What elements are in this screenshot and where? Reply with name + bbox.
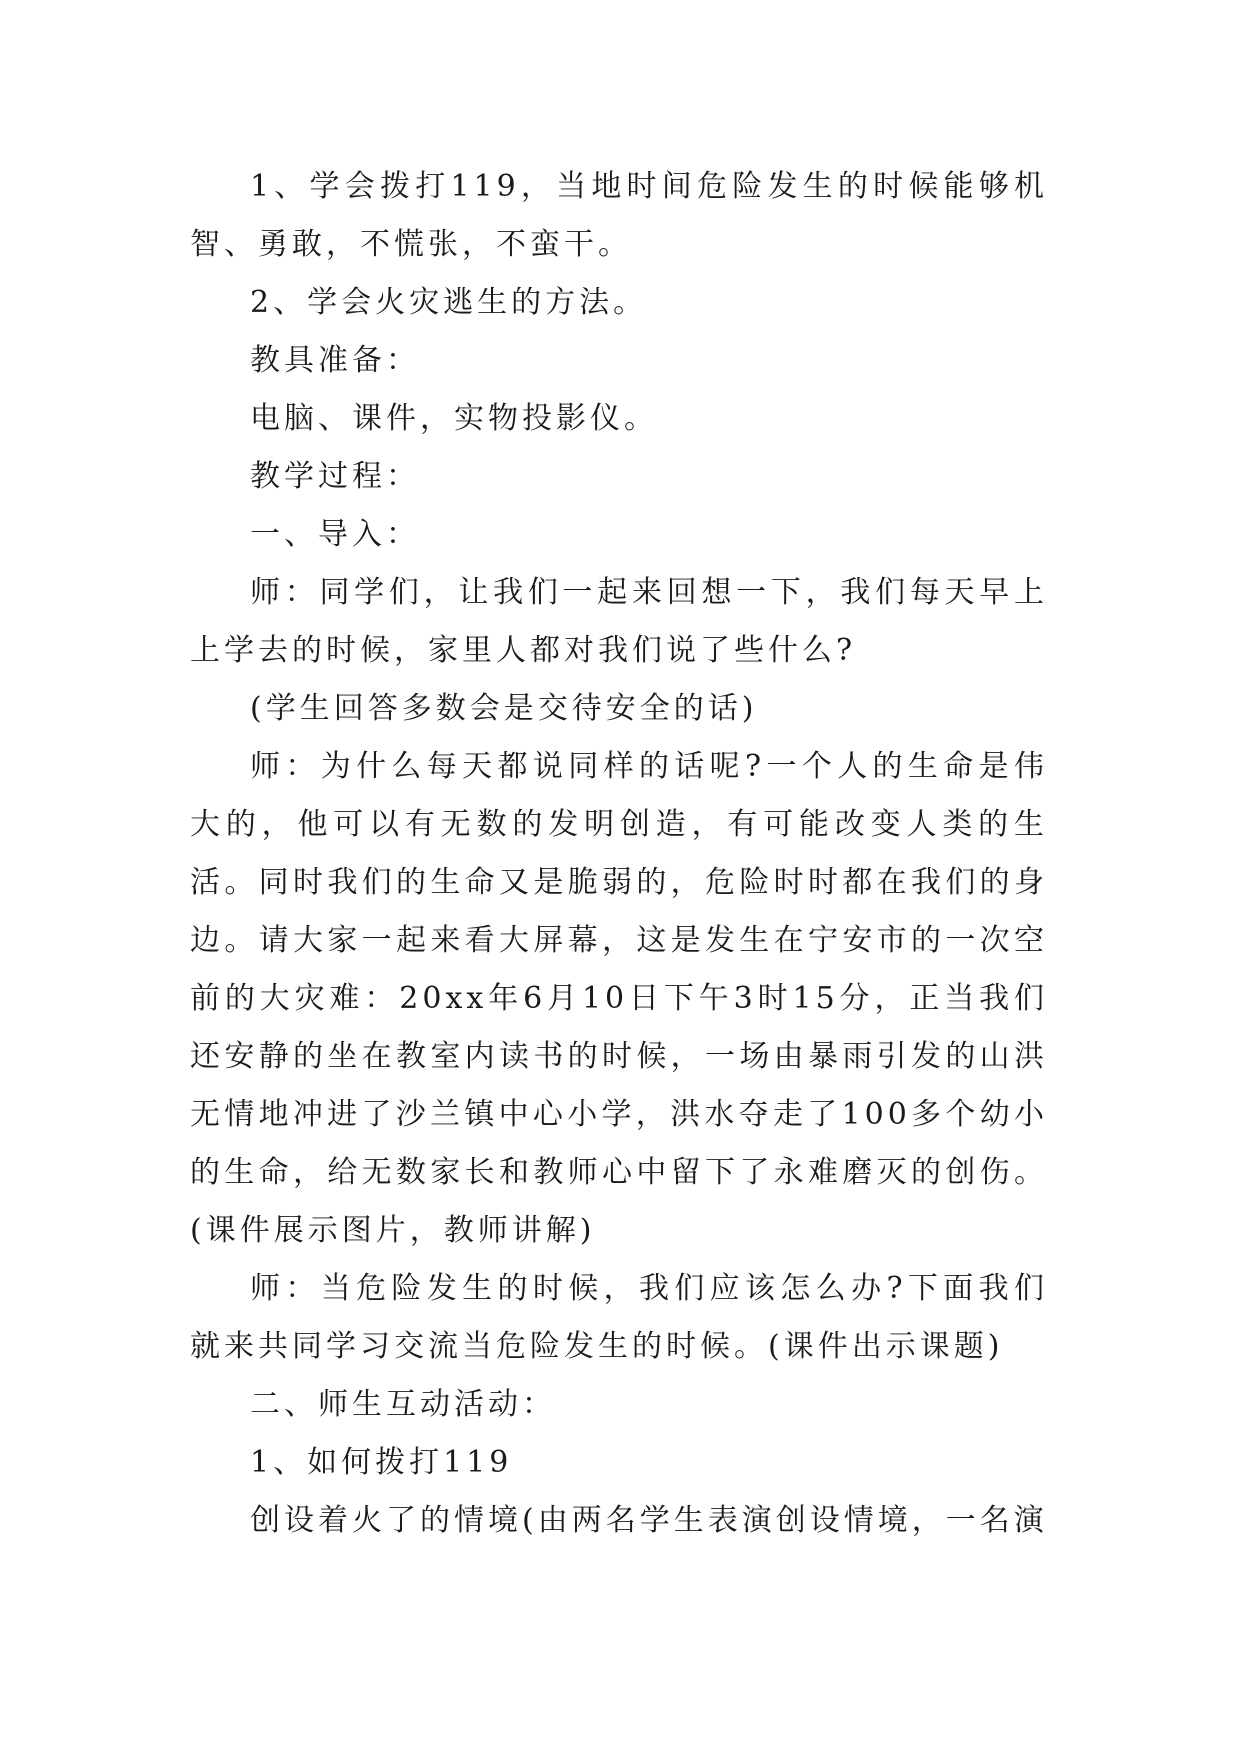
paragraph-teacher-transition: 师：当危险发生的时候，我们应该怎么办?下面我们就来共同学习交流当危险发生的时候。(课件出示课题): [190, 1271, 1048, 1364]
paragraph-materials: 电脑、课件，实物投影仪。: [250, 401, 658, 436]
paragraph-intro-heading: 一、导入：: [250, 517, 420, 552]
paragraph-activity-1: 1、如何拨打119: [250, 1445, 513, 1480]
document-body: [190, 158, 1048, 1550]
paragraph-process-heading: 教学过程：: [250, 459, 420, 494]
paragraph-materials-heading: 教具准备：: [250, 343, 420, 378]
paragraph-scenario: 创设着火了的情境(由两名学生表演创设情境，一名演: [250, 1503, 1048, 1538]
paragraph-activity-heading: 二、师生互动活动：: [250, 1387, 556, 1422]
paragraph-goal-1: 1、学会拨打119，当地时间危险发生的时候能够机智、勇敢，不慌张，不蛮干。: [190, 169, 1048, 262]
paragraph-student-answer: (学生回答多数会是交待安全的话): [250, 691, 758, 726]
paragraph-teacher-question: 师：同学们，让我们一起来回想一下，我们每天早上上学去的时候，家里人都对我们说了些什么?: [190, 575, 1048, 668]
paragraph-goal-2: 2、学会火灾逃生的方法。: [250, 285, 648, 320]
paragraph-teacher-story: 师：为什么每天都说同样的话呢?一个人的生命是伟大的，他可以有无数的发明创造，有可能改变人类的生活。同时我们的生命又是脆弱的，危险时时都在我们的身边。请大家一起来看大屏幕，这是发生在宁安市的一次空前的大灾难：20xx年6月10日下午3时15分，正当我们还安静的坐在教室内读书的时候，一场由暴雨引发的山洪无情地冲进了沙兰镇中心小学，洪水夺走了100多个幼小的生命，给无数家长和教师心中留下了永难磨灭的创伤。(课件展示图片，教师讲解): [190, 749, 1048, 1248]
